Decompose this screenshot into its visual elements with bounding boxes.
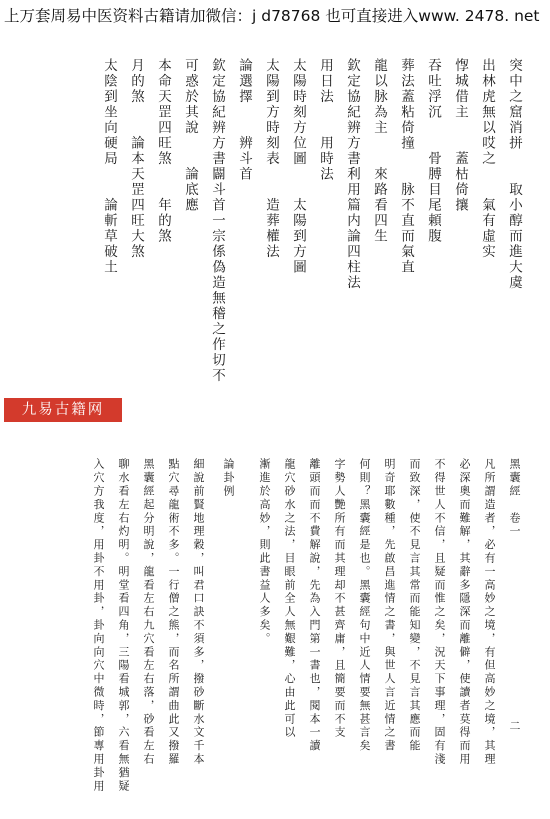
text-column: 離頭而而不費解說，先為入門第一書也，閱本一讀 bbox=[308, 458, 321, 753]
toc-column: 太陽到方時刻表 造葬權法 bbox=[263, 58, 279, 260]
text-column: 字勢人艷所有而其理却不甚齊庸，且簡要而不支 bbox=[333, 458, 346, 740]
text-column: 入穴方我度，用卦不用卦，卦向向穴中微時，節專用卦用 bbox=[92, 458, 105, 793]
page-number: 二 bbox=[508, 720, 521, 731]
toc-column: 本命天罡四旺煞 年的煞 bbox=[155, 58, 171, 244]
toc-column: 可惑於其說 論底應 bbox=[182, 58, 198, 213]
toc-column: 論選擇 辨斗首 bbox=[236, 58, 252, 182]
text-column: 細說前賢地理穀，叫君口訣不須多，撥砂斷水文千本 bbox=[192, 458, 205, 767]
toc-column: 吞吐浮沉 骨膊目尾頼腹 bbox=[425, 58, 441, 244]
toc-column: 突中之窟消拼 取小醇而進大虞 bbox=[506, 58, 522, 291]
text-column: 點穴尋龍術不多。一行僧之熊，而名所謂曲此又撥羅 bbox=[167, 458, 180, 767]
watermark-logo: 九易古籍网 bbox=[4, 398, 122, 422]
text-column: 黑囊經 卷一 bbox=[508, 458, 521, 539]
toc-column: 惸城借主 蓋枯倚攘 bbox=[452, 58, 468, 213]
text-column: 明奇耶數種，先啟昌進情之書，與世人言近情之書 bbox=[383, 458, 396, 753]
toc-column: 太陽時刻方位圖 太陽到方圖 bbox=[290, 58, 306, 275]
text-column: 龍穴砂水之法，目眼前全人無艱難，心由此可以 bbox=[283, 458, 296, 740]
text-column: 凡所謂造者，必有一高妙之境，有但高妙之境，其理 bbox=[483, 458, 496, 767]
toc-column: 欽定協紀辨方書闢斗首一宗係偽造無稽之作切不 bbox=[209, 58, 225, 384]
text-column: 必深奧而難解，其辭多隱深而離僻，使讀者莫得而用 bbox=[458, 458, 471, 767]
toc-column: 葬法蓋粘倚撞 脉不直而氣直 bbox=[398, 58, 414, 275]
text-column: 黑囊經起分明說，龍看左右九穴看左右落，砂看左右 bbox=[142, 458, 155, 767]
toc-column: 用日法 用時法 bbox=[317, 58, 333, 182]
section-heading: 論卦例 bbox=[222, 458, 235, 499]
text-column: 而致深，使不見言其常而能知變，不見言其應而能 bbox=[408, 458, 421, 753]
text-column: 不得世人不信，且疑而惟之矣，況天下事理，固有淺 bbox=[433, 458, 446, 767]
toc-column: 出林虎無以哎之 氣有虛实 bbox=[479, 58, 495, 260]
download-banner: 上万套周易中医资料古籍请加微信：j d78768 也可直接进入www. 2478. net bbox=[4, 7, 540, 25]
toc-column: 月的煞 論本天罡四旺大煞 bbox=[128, 58, 144, 260]
toc-column: 欽定協紀辨方書利用篇内論四柱法 bbox=[344, 58, 360, 291]
toc-column: 太陰到坐向硬局 論斬草破土 bbox=[101, 58, 117, 275]
text-column: 漸進於高妙，則此書益人多矣。 bbox=[258, 458, 271, 646]
text-column: 聊水看左右灼明。明堂看四角，三陽看城郭，六看無猶疑 bbox=[117, 458, 130, 793]
text-column: 何則？黑囊經是也。黑囊經句中近人情要無甚言矣 bbox=[358, 458, 371, 753]
toc-column: 龍以脉為主 來路看四生 bbox=[371, 58, 387, 244]
